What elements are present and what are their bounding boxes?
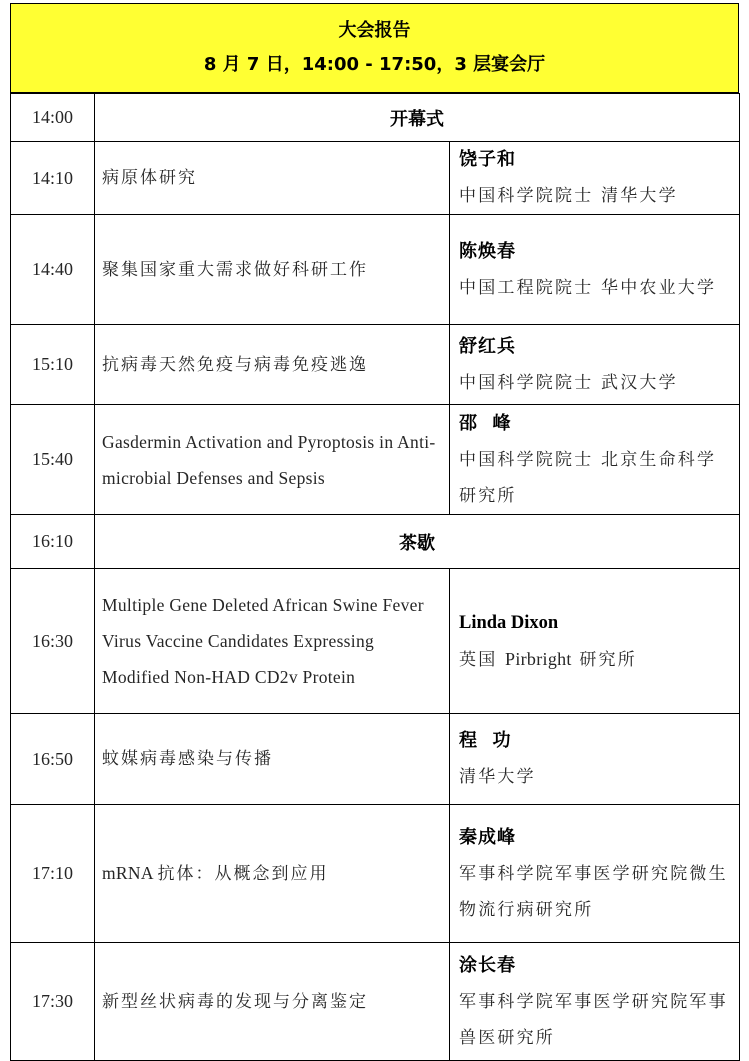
table-row: [11, 215, 740, 325]
speaker-affiliation: 军事科学院军事医学研究院军事兽医研究所: [459, 991, 728, 1048]
speaker-name: 程 功: [459, 730, 512, 751]
speaker-name: 秦成峰: [459, 826, 516, 848]
speaker-name: 邵 峰: [459, 412, 512, 434]
table-row: [11, 805, 740, 943]
speaker-cell: [450, 405, 740, 515]
speaker-affiliation: 中国工程院院士 华中农业大学: [459, 277, 717, 298]
time-cell: 15:10: [11, 325, 95, 405]
table-row: [11, 142, 740, 215]
time-cell: 14:40: [11, 215, 95, 325]
talk-title: 聚集国家重大需求做好科研工作: [95, 215, 450, 325]
talk-title: 病原体研究: [95, 142, 450, 215]
talk-title: Multiple Gene Deleted African Swine Fever Virus Vaccine Candidates Expressing Modified Non-HAD CD2v Protein: [95, 569, 450, 714]
talk-title: mRNA 抗体：从概念到应用: [95, 805, 450, 943]
table-row: [11, 325, 740, 405]
speaker-cell: [450, 569, 740, 714]
session-break-cell: 开幕式: [95, 94, 740, 142]
talk-title: 新型丝状病毒的发现与分离鉴定: [95, 943, 450, 1061]
speaker-name: 舒红兵: [459, 335, 516, 357]
speaker-affiliation: 中国科学院院士 北京生命科学研究所: [459, 449, 717, 506]
table-row: [11, 943, 740, 1061]
speaker-cell: [450, 215, 740, 325]
session-title: 大会报告: [338, 20, 411, 41]
speaker-affiliation: 军事科学院军事医学研究院微生物流行病研究所: [459, 863, 728, 920]
schedule-table: [10, 93, 740, 1061]
table-row: [11, 405, 740, 515]
speaker-cell: [450, 805, 740, 943]
time-cell: 14:00: [11, 94, 95, 142]
time-cell: 16:10: [11, 515, 95, 569]
time-cell: 17:30: [11, 943, 95, 1061]
table-row: [11, 569, 740, 714]
speaker-name: 陈焕春: [459, 240, 516, 262]
speaker-affiliation: 英国 Pirbright 研究所: [459, 648, 637, 670]
speaker-name: 涂长春: [459, 954, 516, 976]
affiliation-detail: Pirbright: [505, 648, 572, 669]
time-cell: 17:10: [11, 805, 95, 943]
talk-title: 蚊媒病毒感染与传播: [95, 714, 450, 805]
speaker-affiliation: 中国科学院院士 清华大学: [459, 186, 678, 206]
table-row: [11, 94, 740, 142]
schedule-document: [10, 3, 739, 1061]
speaker-affiliation: 中国科学院院士 武汉大学: [459, 372, 678, 393]
speaker-cell: [450, 325, 740, 405]
speaker-cell: [450, 943, 740, 1061]
speaker-name: 饶子和: [459, 149, 516, 170]
time-cell: 16:50: [11, 714, 95, 805]
time-cell: 15:40: [11, 405, 95, 515]
session-break-cell: 茶歇: [95, 515, 740, 569]
table-row: [11, 515, 740, 569]
header-banner: [10, 3, 739, 93]
speaker-name: Linda Dixon: [459, 612, 559, 633]
session-subtitle: 8 月 7 日，14:00 - 17:50，3 层宴会厅: [203, 54, 546, 75]
speaker-affiliation: 清华大学: [459, 767, 536, 787]
table-row: [11, 714, 740, 805]
talk-title: 抗病毒天然免疫与病毒免疫逃逸: [95, 325, 450, 405]
time-cell: 14:10: [11, 142, 95, 215]
talk-title: Gasdermin Activation and Pyroptosis in Anti-microbial Defenses and Sepsis: [95, 405, 450, 515]
speaker-cell: [450, 714, 740, 805]
talk-title-cjk: 抗体：从概念到应用: [157, 864, 329, 884]
time-cell: 16:30: [11, 569, 95, 714]
speaker-cell: [450, 142, 740, 215]
